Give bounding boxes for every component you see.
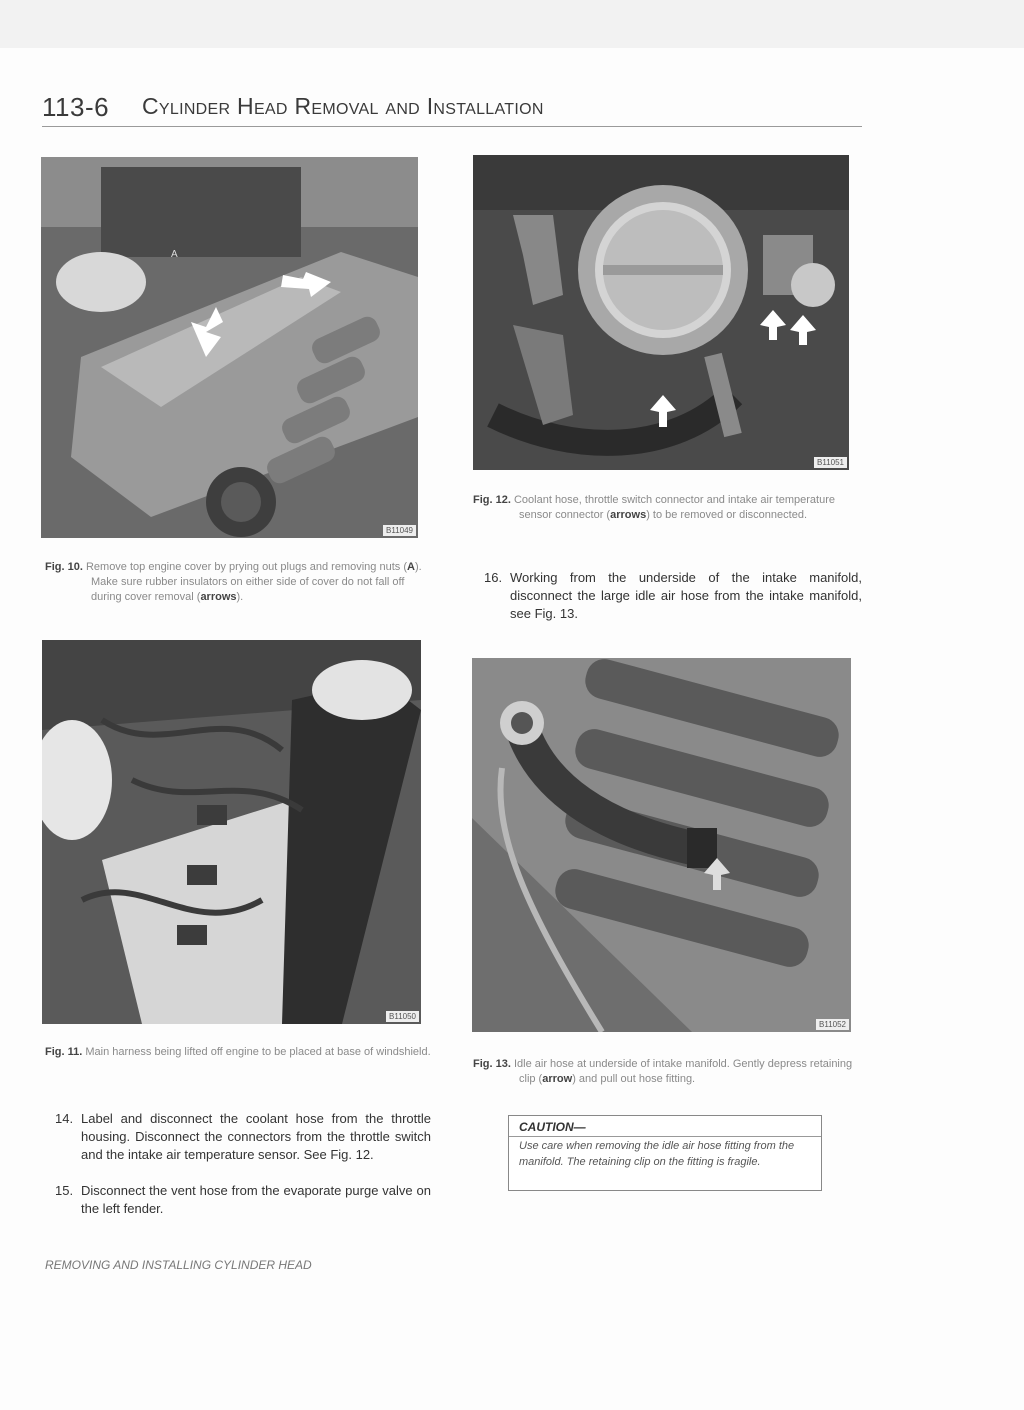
figure-13-photo — [472, 658, 851, 1032]
figure-11-caption: Fig. 11. Main harness being lifted off engine to be placed at base of windshield. — [45, 1046, 431, 1058]
figure-12-caption: Fig. 12. Coolant hose, throttle switch connector and intake air temperature sensor connector (arrows) to be removed or disconnected. — [473, 494, 835, 521]
svg-text:A: A — [171, 249, 178, 260]
caution-title: CAUTION— — [519, 1120, 586, 1134]
figure-12-photo — [473, 155, 849, 470]
figure-11-code: B11050 — [386, 1011, 419, 1022]
caution-box — [508, 1115, 822, 1191]
header-divider — [42, 126, 862, 127]
step-15: 15. Disconnect the vent hose from the evaporate purge valve on the left fender. — [55, 1183, 431, 1216]
figure-10-caption: Fig. 10. Remove top engine cover by prying out plugs and removing nuts (A). Make sure rubber insulators on either side of cover do not fall off during cover removal (arrows). — [45, 561, 422, 603]
page-title: Cylinder Head Removal and Installation — [142, 93, 544, 119]
step-14: 14. Label and disconnect the coolant hose from the throttle housing. Disconnect the connectors from the throttle switch and the intake air temperature sensor. See Fig. 12. — [55, 1111, 431, 1162]
figure-13-code: B11052 — [816, 1019, 849, 1030]
caution-text: Use care when removing the idle air hose fitting from the manifold. The retaining clip on the fitting is fragile. — [519, 1140, 795, 1168]
figure-10-photo — [41, 157, 418, 538]
caution-divider — [509, 1136, 821, 1137]
section-footer: REMOVING AND INSTALLING CYLINDER HEAD — [45, 1258, 312, 1272]
figure-12-code: B11051 — [814, 457, 847, 468]
figure-10-code: B11049 — [383, 525, 416, 536]
step-16: 16. Working from the underside of the intake manifold, disconnect the large idle air hose from the intake manifold, see Fig. 13. — [484, 570, 862, 621]
page-number: 113-6 — [42, 92, 110, 122]
figure-13-caption: Fig. 13. Idle air hose at underside of intake manifold. Gently depress retaining clip (arrow) and pull out hose fitting. — [473, 1058, 853, 1085]
figure-11-photo — [42, 640, 421, 1024]
